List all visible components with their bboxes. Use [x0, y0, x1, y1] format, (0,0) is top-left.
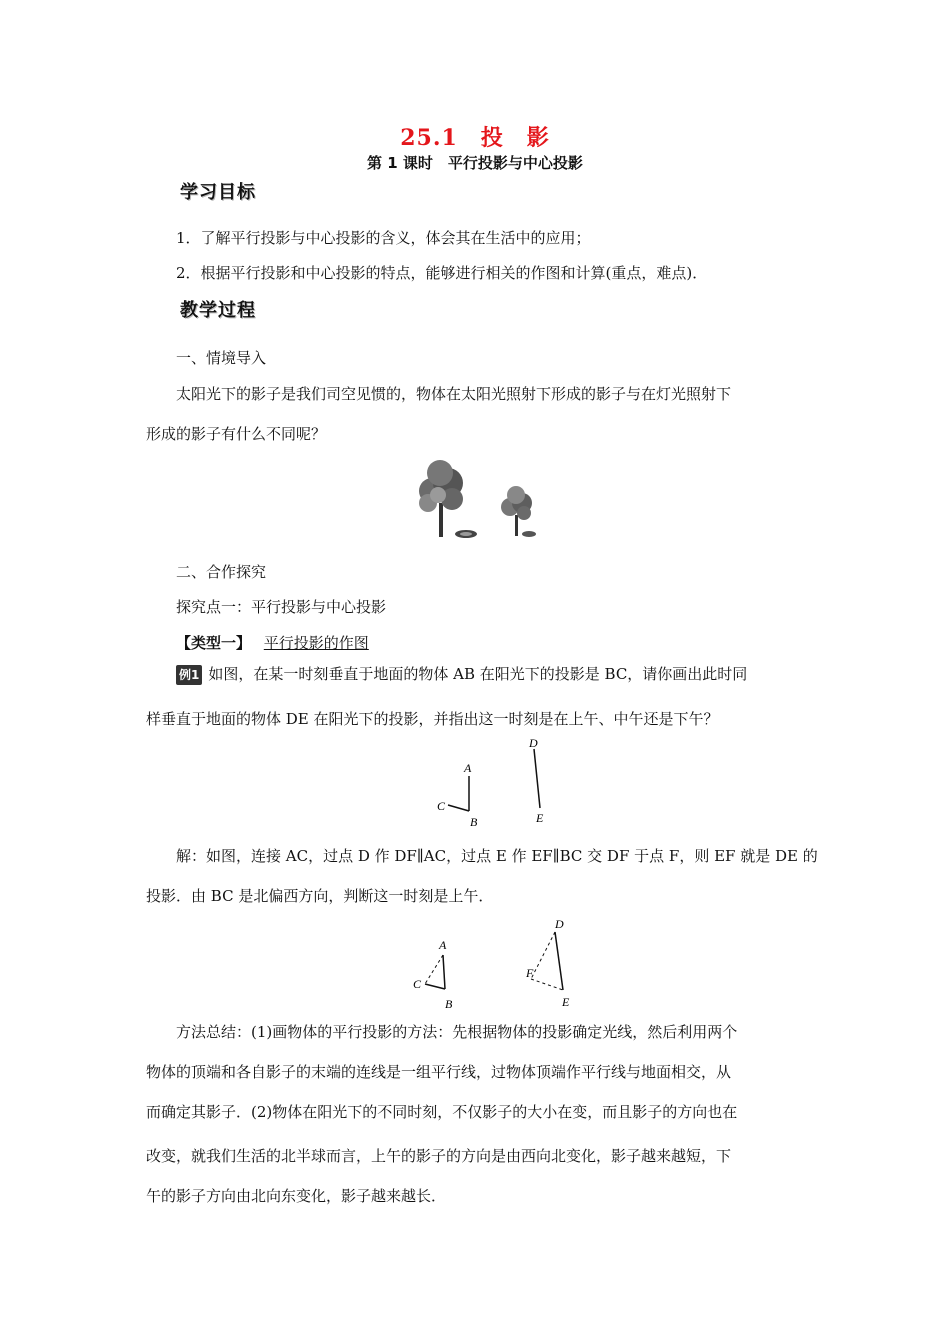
label-a: A: [439, 938, 447, 952]
summary-line: 方法总结：(1)画物体的平行投影的方法：先根据物体的投影确定光线，然后利用两个: [176, 1023, 738, 1041]
label-e: E: [536, 811, 544, 825]
summary-line: 改变，就我们生活的北半球而言，上午的影子的方向是由西向北变化，影子越来越短，下: [146, 1147, 732, 1165]
intro-text-line: 形成的影子有什么不同呢？: [146, 425, 327, 443]
label-a: A: [464, 761, 472, 775]
process-header-label: 教学过程: [180, 300, 256, 321]
solution-line: 投影．由 BC 是北偏西方向，判断这一时刻是上午．: [146, 887, 494, 905]
summary-line: 而确定其影子．(2)物体在阳光下的不同时刻，不仅影子的大小在变，而且影子的方向也在: [146, 1103, 738, 1121]
segment-bc: [448, 805, 469, 811]
type-title: 平行投影的作图: [263, 634, 369, 652]
summary-line: 午的影子方向由北向东变化，影子越来越长．: [146, 1187, 447, 1205]
segment-de: [534, 749, 540, 808]
header-dots: [274, 307, 494, 309]
goals-header-label: 学习目标: [180, 182, 256, 203]
goal-item: 2．根据平行投影和中心投影的特点，能够进行相关的作图和计算(重点，难点)．: [176, 264, 708, 282]
label-d: D: [529, 736, 538, 750]
header-dots: [274, 189, 494, 191]
goals-section-header: [178, 178, 500, 202]
segment-ef: [531, 979, 563, 990]
label-c: C: [413, 977, 422, 991]
label-c: C: [437, 799, 446, 813]
explore-heading: 二、合作探究: [176, 563, 267, 581]
label-d: D: [555, 917, 564, 931]
explore-point: 探究点一：平行投影与中心投影: [176, 598, 387, 616]
segment-ac: [425, 955, 443, 984]
segment-df: [531, 932, 555, 979]
goal-item: 1．了解平行投影与中心投影的含义，体会其在生活中的应用；: [176, 229, 591, 247]
intro-text-line: 太阳光下的影子是我们司空见惯的，物体在太阳光照射下形成的影子与在灯光照射下: [176, 385, 732, 403]
page-subtitle: 第 1 课时 平行投影与中心投影: [367, 154, 583, 172]
example-line: [176, 664, 747, 685]
type-line: [176, 633, 369, 653]
example-text: 如图，在某一时刻垂直于地面的物体 AB 在阳光下的投影是 BC，请你画出此时同: [208, 665, 748, 683]
segment-ab: [443, 955, 445, 989]
segment-bc: [425, 984, 445, 989]
large-tree-icon: [419, 460, 477, 538]
summary-line: 物体的顶端和各自影子的末端的连线是一组平行线，过物体顶端作平行线与地面相交，从: [146, 1063, 732, 1081]
label-f: F: [526, 966, 534, 980]
page-title: 25.1 投 影: [400, 125, 550, 151]
label-b: B: [470, 815, 478, 829]
trees-illustration: [408, 455, 558, 545]
label-b: B: [445, 997, 453, 1010]
label-e: E: [562, 995, 570, 1009]
intro-heading: 一、情境导入: [176, 349, 267, 367]
example-text-line: 样垂直于地面的物体 DE 在阳光下的投影，并指出这一时刻是在上午、中午还是下午？: [146, 710, 719, 728]
figure-2: [405, 915, 580, 1010]
small-tree-icon: [501, 486, 536, 537]
process-section-header: [178, 296, 500, 320]
segment-de: [555, 932, 563, 990]
solution-line: 解：如图，连接 AC，过点 D 作 DF∥AC，过点 E 作 EF∥BC 交 DF 于点 F，则 EF 就是 DE 的: [176, 847, 818, 865]
figure-1: [420, 735, 570, 830]
example-badge: 例1: [176, 665, 202, 685]
type-tag: 【类型一】: [176, 634, 252, 652]
